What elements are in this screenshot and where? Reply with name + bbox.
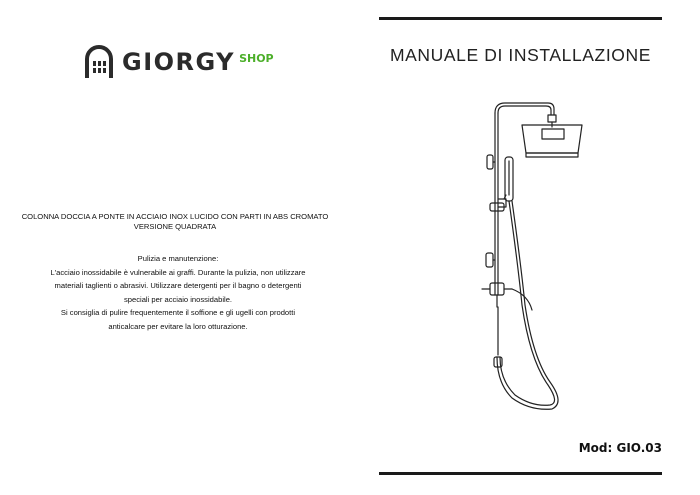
brand-name: GIORGY: [122, 48, 236, 76]
manual-title: MANUALE DI INSTALLAZIONE: [389, 45, 652, 65]
top-divider: [379, 17, 662, 20]
care-line: materiali taglienti o abrasivi. Utilizzare detergenti per il bagno o detergenti: [54, 281, 302, 290]
care-line: speciali per acciaio inossidabile.: [123, 294, 233, 304]
bottom-divider: [379, 472, 662, 475]
shower-head-icon: [82, 44, 116, 80]
care-section: [18, 252, 338, 333]
care-line: anticalcare per evitare la loro otturazione.: [108, 321, 248, 331]
care-heading: Pulizia e manutenzione:: [137, 254, 219, 263]
care-line: Si consiglia di pulire frequentemente il soffione e gli ugelli con prodotti: [60, 308, 296, 317]
brand-suffix: SHOP: [239, 51, 274, 65]
care-line: L'acciaio inossidabile è vulnerabile ai graffi. Durante la pulizia, non utilizzare: [50, 267, 306, 277]
brand-logo: [82, 44, 274, 80]
model-number: Mod: GIO.03: [578, 441, 662, 455]
shower-column-drawing: [470, 95, 670, 425]
product-title: COLONNA DOCCIA A PONTE IN ACCIAIO INOX LUCIDO CON PARTI IN ABS CROMATO VERSIONE QUADRATA: [21, 212, 329, 231]
